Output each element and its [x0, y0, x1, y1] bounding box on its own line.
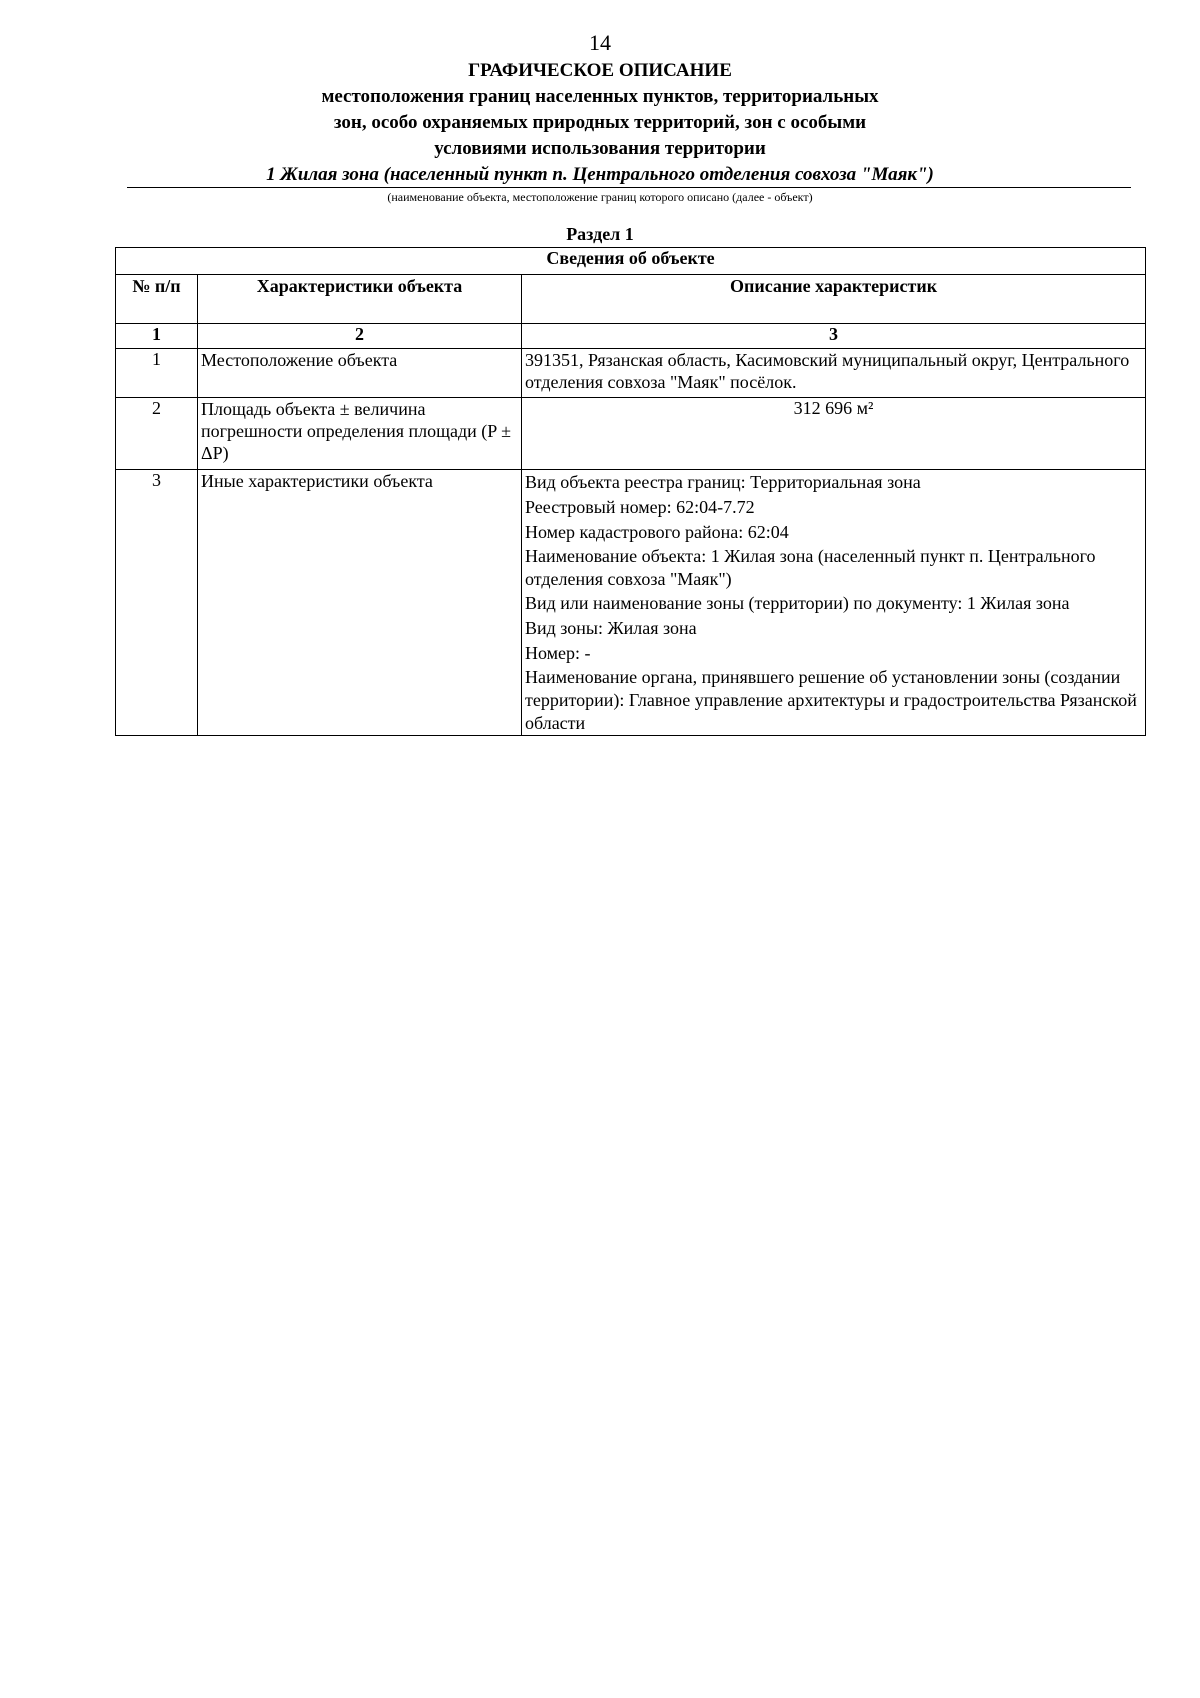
table-caption: Сведения об объекте [116, 248, 1146, 275]
column-header-num: № п/п [116, 275, 198, 324]
table-header-row [116, 275, 1146, 324]
table-row [116, 349, 1146, 398]
row-description: 391351, Рязанская область, Касимовский муниципальный округ, Центрального отделения совхоза "Маяк" посёлок. [522, 349, 1146, 398]
row-characteristic: Иные характеристики объекта [198, 470, 522, 736]
row-characteristic: Площадь объекта ± величина погрешности определения площади (P ± ΔP) [198, 398, 522, 470]
description-line: Наименование органа, принявшего решение об установлении зоны (создании территории): Главное управление архитектуры и градостроительства Рязанской области [525, 667, 1137, 733]
row-number: 2 [116, 398, 198, 470]
object-name-caption: (наименование объекта, местоположение границ которого описано (далее - объект) [387, 190, 813, 204]
document-subtitle-line: зон, особо охраняемых природных территорий, зон с особыми [333, 112, 867, 133]
description-line: Вид объекта реестра границ: Территориальная зона [525, 472, 921, 492]
page-number: 14 [589, 30, 611, 55]
description-line: Вид зоны: Жилая зона [525, 618, 697, 638]
table-row [116, 470, 1146, 736]
document-header [0, 58, 1200, 188]
section-title: Раздел 1 [566, 224, 634, 244]
object-name-underline [127, 187, 1131, 188]
object-info-table [115, 247, 1146, 736]
table-row [116, 398, 1146, 470]
row-description-area: 312 696 м² [522, 398, 1146, 470]
row-number: 3 [116, 470, 198, 736]
column-number: 1 [116, 324, 198, 349]
description-line: Наименование объекта: 1 Жилая зона (населенный пункт п. Центрального отделения совхоза "Маяк") [525, 546, 1096, 589]
document-subtitle-line: местоположения границ населенных пунктов, территориальных [321, 86, 879, 107]
column-header-characteristic: Характеристики объекта [198, 275, 522, 324]
column-number: 2 [198, 324, 522, 349]
description-line: Реестровый номер: 62:04-7.72 [525, 497, 755, 517]
table-caption-row [116, 248, 1146, 275]
description-line: Вид или наименование зоны (территории) по документу: 1 Жилая зона [525, 593, 1070, 613]
row-description-list [522, 470, 1146, 736]
row-characteristic: Местоположение объекта [198, 349, 522, 398]
row-number: 1 [116, 349, 198, 398]
document-title: ГРАФИЧЕСКОЕ ОПИСАНИЕ [468, 60, 732, 81]
column-header-description: Описание характеристик [522, 275, 1146, 324]
object-name: 1 Жилая зона (населенный пункт п. Центрального отделения совхоза "Маяк") [266, 164, 934, 185]
description-line: Номер кадастрового района: 62:04 [525, 522, 789, 542]
column-numbers-row [116, 324, 1146, 349]
description-line: Номер: - [525, 643, 591, 663]
column-number: 3 [522, 324, 1146, 349]
document-subtitle-line: условиями использования территории [434, 138, 766, 159]
